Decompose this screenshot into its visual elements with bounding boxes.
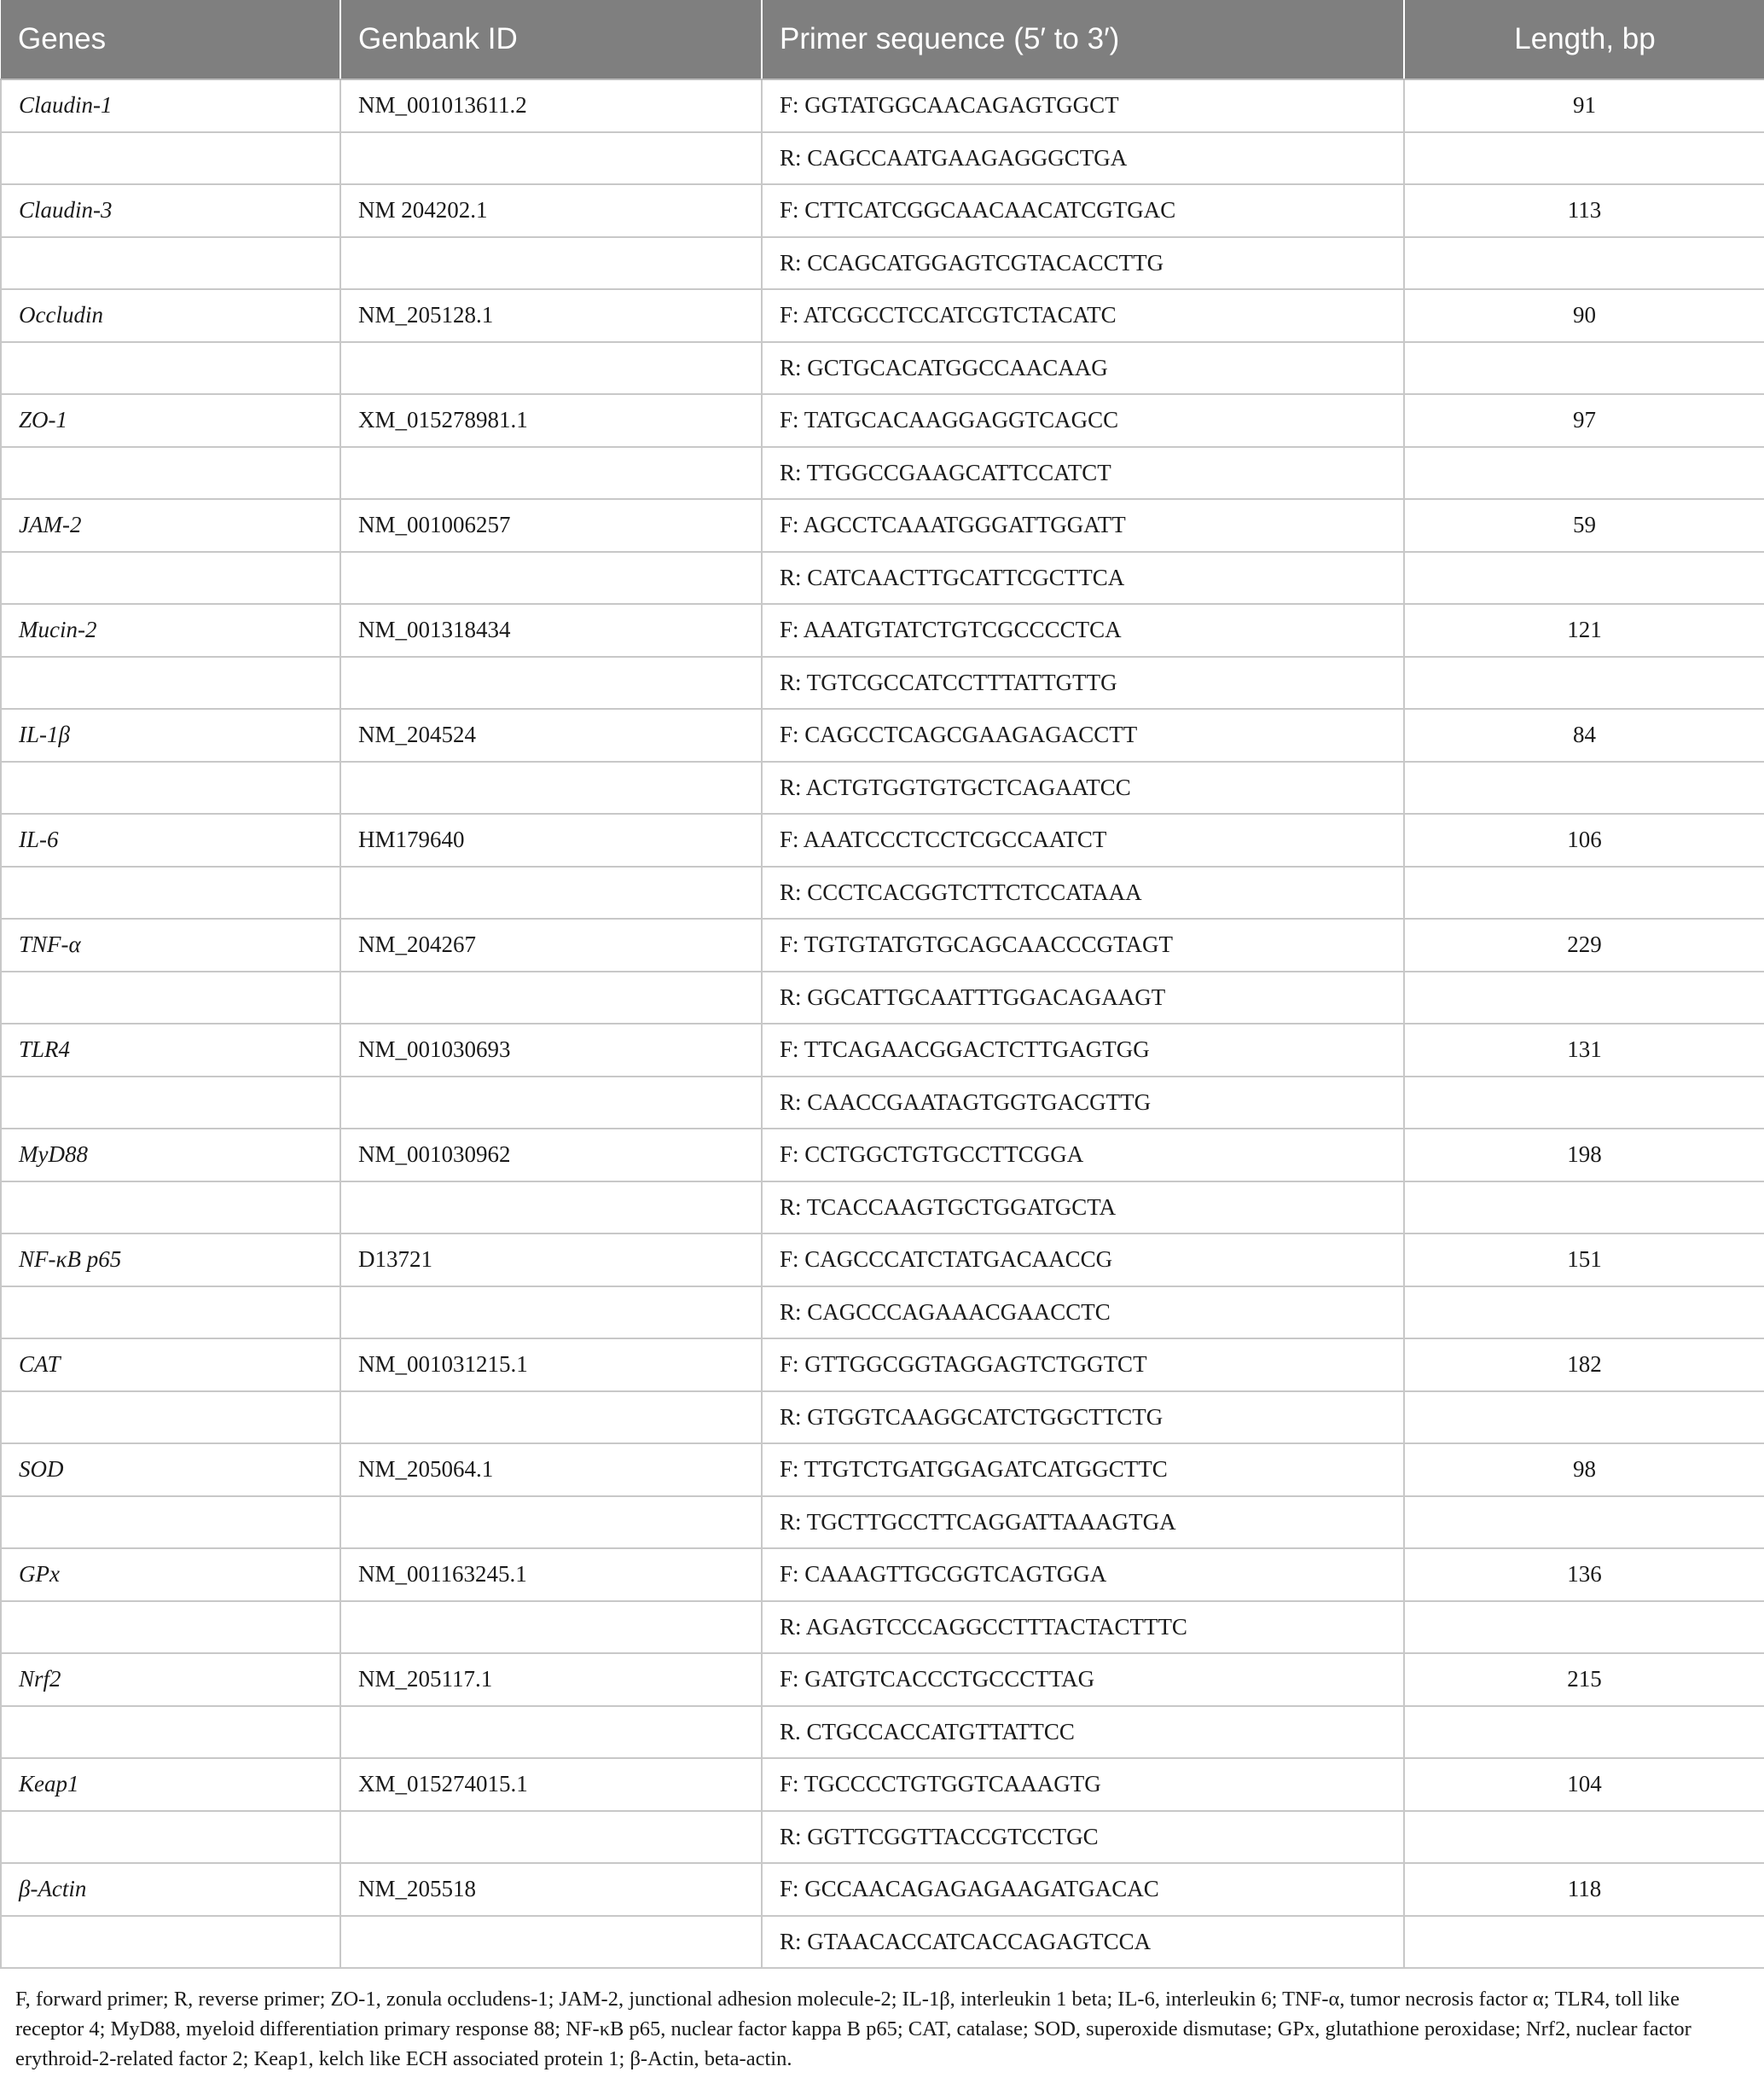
genbank-id: NM_204267: [340, 919, 762, 972]
table-row: [1, 1338, 1764, 1391]
forward-primer: F: CAGCCCATCTATGACAACCG: [762, 1233, 1404, 1286]
table-body: [1, 79, 1764, 1968]
empty-cell: [1404, 237, 1764, 290]
header-genbank-id: Genbank ID: [340, 0, 762, 79]
empty-cell: [1404, 1181, 1764, 1234]
forward-primer: F: AGCCTCAAATGGGATTGGATT: [762, 499, 1404, 552]
gene-name: MyD88: [1, 1129, 340, 1181]
amplicon-length: 90: [1404, 289, 1764, 342]
amplicon-length: 182: [1404, 1338, 1764, 1391]
amplicon-length: 91: [1404, 79, 1764, 132]
amplicon-length: 104: [1404, 1758, 1764, 1811]
table-row: [1, 1391, 1764, 1444]
empty-cell: [1404, 762, 1764, 815]
genbank-id: NM_205064.1: [340, 1443, 762, 1496]
table-row: [1, 1758, 1764, 1811]
empty-cell: [1404, 1916, 1764, 1969]
reverse-primer: R: ACTGTGGTGTGCTCAGAATCC: [762, 762, 1404, 815]
table-row: [1, 1443, 1764, 1496]
reverse-primer: R: TCACCAAGTGCTGGATGCTA: [762, 1181, 1404, 1234]
empty-cell: [340, 1181, 762, 1234]
empty-cell: [1, 1181, 340, 1234]
empty-cell: [1404, 552, 1764, 605]
empty-cell: [1, 1391, 340, 1444]
amplicon-length: 121: [1404, 604, 1764, 657]
amplicon-length: 215: [1404, 1653, 1764, 1706]
table-row: [1, 79, 1764, 132]
reverse-primer: R: TGCTTGCCTTCAGGATTAAAGTGA: [762, 1496, 1404, 1549]
forward-primer: F: GCCAACAGAGAGAAGATGACAC: [762, 1863, 1404, 1916]
empty-cell: [1, 237, 340, 290]
table-row: [1, 867, 1764, 920]
forward-primer: F: CAAAGTTGCGGTCAGTGGA: [762, 1548, 1404, 1601]
genbank-id: NM_001030693: [340, 1024, 762, 1077]
forward-primer: F: GTTGGCGGTAGGAGTCTGGTCT: [762, 1338, 1404, 1391]
genbank-id: NM_205117.1: [340, 1653, 762, 1706]
table-row: [1, 237, 1764, 290]
empty-cell: [1, 867, 340, 920]
forward-primer: F: GATGTCACCCTGCCCTTAG: [762, 1653, 1404, 1706]
table-row: [1, 1077, 1764, 1129]
empty-cell: [1, 1077, 340, 1129]
table-row: [1, 1811, 1764, 1864]
empty-cell: [1, 1286, 340, 1339]
empty-cell: [340, 1601, 762, 1654]
genbank-id: NM_204524: [340, 709, 762, 762]
gene-name: GPx: [1, 1548, 340, 1601]
empty-cell: [340, 342, 762, 395]
empty-cell: [340, 1706, 762, 1759]
empty-cell: [340, 1811, 762, 1864]
table-row: [1, 1233, 1764, 1286]
table-row: [1, 1181, 1764, 1234]
empty-cell: [1404, 657, 1764, 710]
empty-cell: [1404, 1496, 1764, 1549]
empty-cell: [1, 1601, 340, 1654]
table-row: [1, 972, 1764, 1024]
empty-cell: [340, 1286, 762, 1339]
empty-cell: [1, 657, 340, 710]
genbank-id: NM_001031215.1: [340, 1338, 762, 1391]
genbank-id: NM_205128.1: [340, 289, 762, 342]
gene-name: Occludin: [1, 289, 340, 342]
reverse-primer: R: GTAACACCATCACCAGAGTCCA: [762, 1916, 1404, 1969]
table-header: [1, 0, 1764, 79]
gene-name: NF-κB p65: [1, 1233, 340, 1286]
genbank-id: XM_015274015.1: [340, 1758, 762, 1811]
forward-primer: F: AAATGTATCTGTCGCCCCTCA: [762, 604, 1404, 657]
empty-cell: [340, 132, 762, 185]
amplicon-length: 131: [1404, 1024, 1764, 1077]
table-footnote: F, forward primer; R, reverse primer; ZO-1, zonula occludens-1; JAM-2, junctional adhesion molecule-2; IL-1β, interleukin 1 beta; IL-6, interleukin 6; TNF-α, tumor necrosis factor α; TLR4, toll like receptor 4; MyD88, myeloid differentiation primary response 88; NF-κB p65, nuclear factor kappa B p65; CAT, catalase; SOD, superoxide dismutase; GPx, glutathione peroxidase; Nrf2, nuclear factor erythroid-2-related factor 2; Keap1, kelch like ECH associated protein 1; β-Actin, beta-actin.: [15, 1988, 1691, 2070]
table-row: [1, 1496, 1764, 1549]
table-row: [1, 342, 1764, 395]
reverse-primer: R: GGTTCGGTTACCGTCCTGC: [762, 1811, 1404, 1864]
empty-cell: [1, 1916, 340, 1969]
reverse-primer: R: CCCTCACGGTCTTCTCCATAAA: [762, 867, 1404, 920]
reverse-primer: R: GTGGTCAAGGCATCTGGCTTCTG: [762, 1391, 1404, 1444]
amplicon-length: 118: [1404, 1863, 1764, 1916]
empty-cell: [340, 972, 762, 1024]
reverse-primer: R: CAACCGAATAGTGGTGACGTTG: [762, 1077, 1404, 1129]
genbank-id: XM_015278981.1: [340, 394, 762, 447]
amplicon-length: 98: [1404, 1443, 1764, 1496]
genbank-id: NM_001318434: [340, 604, 762, 657]
empty-cell: [340, 657, 762, 710]
reverse-primer: R: CATCAACTTGCATTCGCTTCA: [762, 552, 1404, 605]
genbank-id: HM179640: [340, 814, 762, 867]
amplicon-length: 113: [1404, 184, 1764, 237]
gene-name: Mucin-2: [1, 604, 340, 657]
empty-cell: [1, 342, 340, 395]
reverse-primer: R: GGCATTGCAATTTGGACAGAAGT: [762, 972, 1404, 1024]
gene-name: Claudin-1: [1, 79, 340, 132]
gene-name: ZO-1: [1, 394, 340, 447]
empty-cell: [340, 447, 762, 500]
empty-cell: [1, 762, 340, 815]
table-row: [1, 1653, 1764, 1706]
genbank-id: NM_001030962: [340, 1129, 762, 1181]
table-row: [1, 762, 1764, 815]
forward-primer: F: CCTGGCTGTGCCTTCGGA: [762, 1129, 1404, 1181]
empty-cell: [1404, 447, 1764, 500]
amplicon-length: 97: [1404, 394, 1764, 447]
table-row: [1, 1706, 1764, 1759]
table-row: [1, 604, 1764, 657]
reverse-primer: R: TTGGCCGAAGCATTCCATCT: [762, 447, 1404, 500]
reverse-primer: R: TGTCGCCATCCTTTATTGTTG: [762, 657, 1404, 710]
table-row: [1, 657, 1764, 710]
empty-cell: [1, 132, 340, 185]
empty-cell: [340, 867, 762, 920]
table-row: [1, 499, 1764, 552]
forward-primer: F: TGCCCCTGTGGTCAAAGTG: [762, 1758, 1404, 1811]
gene-name: IL-1β: [1, 709, 340, 762]
amplicon-length: 198: [1404, 1129, 1764, 1181]
table-row: [1, 1286, 1764, 1339]
genbank-id: D13721: [340, 1233, 762, 1286]
reverse-primer: R: CAGCCCAGAAACGAACCTC: [762, 1286, 1404, 1339]
reverse-primer: R: GCTGCACATGGCCAACAAG: [762, 342, 1404, 395]
forward-primer: F: CAGCCTCAGCGAAGAGACCTT: [762, 709, 1404, 762]
amplicon-length: 84: [1404, 709, 1764, 762]
amplicon-length: 106: [1404, 814, 1764, 867]
empty-cell: [340, 237, 762, 290]
genbank-id: NM_205518: [340, 1863, 762, 1916]
empty-cell: [1404, 1601, 1764, 1654]
table-row: [1, 184, 1764, 237]
header-primer-sequence: Primer sequence (5′ to 3′): [762, 0, 1404, 79]
empty-cell: [1404, 342, 1764, 395]
empty-cell: [1, 447, 340, 500]
table-row: [1, 1601, 1764, 1654]
table-row: [1, 1024, 1764, 1077]
empty-cell: [1, 552, 340, 605]
empty-cell: [340, 1496, 762, 1549]
forward-primer: F: ATCGCCTCCATCGTCTACATC: [762, 289, 1404, 342]
table-row: [1, 709, 1764, 762]
empty-cell: [1404, 867, 1764, 920]
table-row: [1, 1548, 1764, 1601]
forward-primer: F: TGTGTATGTGCAGCAACCCGTAGT: [762, 919, 1404, 972]
table-row: [1, 289, 1764, 342]
header-length: Length, bp: [1404, 0, 1764, 79]
gene-name: SOD: [1, 1443, 340, 1496]
reverse-primer: R: CAGCCAATGAAGAGGGCTGA: [762, 132, 1404, 185]
table-row: [1, 1129, 1764, 1181]
table-row: [1, 814, 1764, 867]
genbank-id: NM 204202.1: [340, 184, 762, 237]
genbank-id: NM_001006257: [340, 499, 762, 552]
gene-name: Keap1: [1, 1758, 340, 1811]
empty-cell: [340, 1916, 762, 1969]
table-row: [1, 447, 1764, 500]
amplicon-length: 136: [1404, 1548, 1764, 1601]
empty-cell: [1404, 132, 1764, 185]
forward-primer: F: TTCAGAACGGACTCTTGAGTGG: [762, 1024, 1404, 1077]
empty-cell: [340, 552, 762, 605]
empty-cell: [1, 972, 340, 1024]
amplicon-length: 151: [1404, 1233, 1764, 1286]
gene-name: TLR4: [1, 1024, 340, 1077]
table-row: [1, 552, 1764, 605]
empty-cell: [1, 1706, 340, 1759]
forward-primer: F: AAATCCCTCCTCGCCAATCT: [762, 814, 1404, 867]
reverse-primer: R: CCAGCATGGAGTCGTACACCTTG: [762, 237, 1404, 290]
amplicon-length: 59: [1404, 499, 1764, 552]
forward-primer: F: TATGCACAAGGAGGTCAGCC: [762, 394, 1404, 447]
empty-cell: [1404, 1811, 1764, 1864]
gene-name: IL-6: [1, 814, 340, 867]
forward-primer: F: GGTATGGCAACAGAGTGGCT: [762, 79, 1404, 132]
genbank-id: NM_001163245.1: [340, 1548, 762, 1601]
empty-cell: [1, 1496, 340, 1549]
empty-cell: [1404, 1391, 1764, 1444]
reverse-primer: R: AGAGTCCCAGGCCTTTACTACTTTC: [762, 1601, 1404, 1654]
table-row: [1, 132, 1764, 185]
empty-cell: [340, 1077, 762, 1129]
gene-name: JAM-2: [1, 499, 340, 552]
empty-cell: [1404, 1286, 1764, 1339]
table-row: [1, 1863, 1764, 1916]
gene-name: TNF-α: [1, 919, 340, 972]
genbank-id: NM_001013611.2: [340, 79, 762, 132]
table-row: [1, 919, 1764, 972]
empty-cell: [1404, 1077, 1764, 1129]
empty-cell: [340, 762, 762, 815]
gene-name: β-Actin: [1, 1863, 340, 1916]
gene-name: Nrf2: [1, 1653, 340, 1706]
empty-cell: [340, 1391, 762, 1444]
forward-primer: F: TTGTCTGATGGAGATCATGGCTTC: [762, 1443, 1404, 1496]
reverse-primer: R. CTGCCACCATGTTATTCC: [762, 1706, 1404, 1759]
gene-name: CAT: [1, 1338, 340, 1391]
empty-cell: [1404, 1706, 1764, 1759]
header-genes: Genes: [1, 0, 340, 79]
amplicon-length: 229: [1404, 919, 1764, 972]
table-row: [1, 394, 1764, 447]
table-row: [1, 1916, 1764, 1969]
empty-cell: [1404, 972, 1764, 1024]
forward-primer: F: CTTCATCGGCAACAACATCGTGAC: [762, 184, 1404, 237]
header-row: [1, 0, 1764, 79]
gene-name: Claudin-3: [1, 184, 340, 237]
empty-cell: [1, 1811, 340, 1864]
